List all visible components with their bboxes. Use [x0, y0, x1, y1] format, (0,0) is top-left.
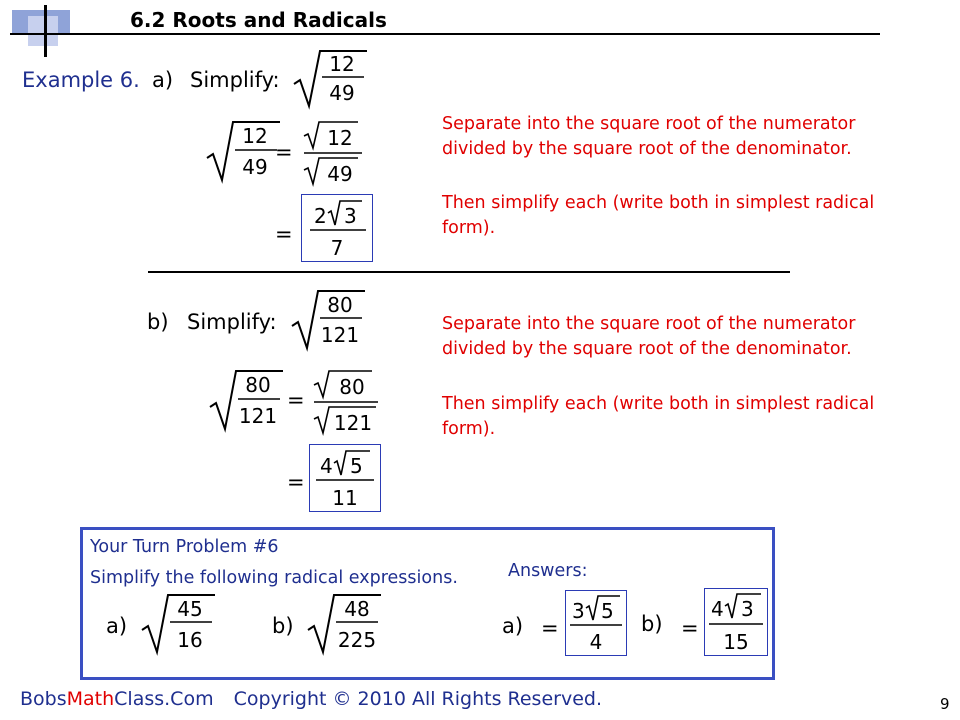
answer-a-equals: = [541, 616, 559, 640]
part-a-split-den: 49 [327, 162, 353, 186]
part-a-verb: Simplify: [190, 68, 280, 92]
your-turn-title: Your Turn Problem #6 [90, 537, 279, 557]
your-turn-b-den: 225 [337, 628, 377, 652]
part-a-radical [292, 48, 372, 110]
footer-copyright: Copyright © 2010 All Rights Reserved. [233, 688, 602, 710]
part-b-ans-den: 11 [332, 486, 358, 510]
your-turn-a-num: 45 [177, 597, 203, 621]
answer-b-equals: = [681, 616, 699, 640]
part-b-note-separate: Separate into the square root of the numerator divided by the square root of the denominator. [442, 314, 856, 359]
part-a-equals-1: = [275, 140, 293, 164]
part-a-step-den: 49 [242, 155, 268, 179]
part-a-equals-2: = [275, 222, 293, 246]
part-a-step-radical [205, 118, 285, 184]
your-turn-a-radical [140, 592, 220, 656]
part-b-answer-box [309, 444, 381, 512]
part-a-ans-den: 7 [330, 236, 344, 260]
part-b-equals-1: = [287, 388, 305, 412]
answer-b-label: b) [641, 612, 663, 636]
part-a-answer-box [301, 194, 373, 262]
part-b-step-num: 80 [245, 373, 271, 397]
your-turn-a-label: a) [106, 614, 128, 638]
part-b-ans-coef: 4 [320, 454, 333, 478]
your-turn-instruction: Simplify the following radical expressions. [90, 568, 458, 588]
part-a-step-num: 12 [242, 124, 268, 148]
your-turn-a-den: 16 [177, 628, 203, 652]
part-b-num: 80 [327, 293, 353, 317]
part-a-note-simplify: Then simplify each (write both in simplest radical form). [442, 193, 875, 238]
answer-b-den: 15 [723, 630, 749, 654]
example-heading: Example 6. [22, 68, 140, 92]
slide-title: 6.2 Roots and Radicals [130, 8, 387, 32]
part-a-num: 12 [329, 52, 355, 76]
part-b-note-simplify: Then simplify each (write both in simplest radical form). [442, 394, 875, 439]
part-b-ans-rad: 5 [350, 454, 363, 478]
part-b-split-fraction [310, 367, 390, 437]
your-turn-b-label: b) [272, 614, 294, 638]
part-a-label: a) [152, 68, 174, 92]
answer-b-box [704, 588, 768, 656]
your-turn-b-num: 48 [344, 597, 370, 621]
part-b-step-den: 121 [238, 404, 278, 428]
part-b-verb: Simplify: [187, 310, 277, 334]
page-number: 9 [940, 695, 950, 713]
part-a-split-num: 12 [327, 126, 353, 150]
answer-b-rad: 3 [741, 597, 754, 621]
answers-label: Answers: [508, 561, 588, 581]
part-b-den: 121 [320, 323, 360, 347]
part-b-step-radical [208, 367, 288, 433]
header-logo-icon [0, 0, 90, 60]
part-a-ans-rad: 3 [344, 204, 357, 228]
footer-site-bobs: Bobs [20, 688, 67, 710]
answer-a-coef: 3 [572, 599, 585, 623]
part-a-split-fraction [300, 118, 370, 188]
answer-b-coef: 4 [711, 597, 724, 621]
footer [20, 688, 602, 710]
answer-a-label: a) [502, 614, 524, 638]
your-turn-b-radical [306, 592, 386, 656]
header-rule [10, 33, 880, 35]
part-a-den: 49 [329, 81, 355, 105]
part-b-equals-2: = [287, 470, 305, 494]
section-divider [148, 271, 790, 273]
answer-a-rad: 5 [601, 599, 614, 623]
answer-a-den: 4 [589, 630, 603, 654]
answer-a-fraction [566, 591, 626, 655]
part-b-split-den: 121 [333, 411, 373, 435]
part-b-radical [290, 288, 370, 352]
part-b-label: b) [147, 310, 169, 334]
answer-a-box [565, 590, 627, 656]
footer-site-math: Math [66, 688, 115, 710]
answer-b-fraction [705, 589, 767, 655]
part-b-split-num: 80 [339, 375, 365, 399]
part-a-answer [302, 195, 372, 261]
part-a-ans-coef: 2 [314, 204, 327, 228]
footer-site-class: Class.Com [114, 688, 214, 710]
part-a-note-separate: Separate into the square root of the numerator divided by the square root of the denominator. [442, 114, 856, 159]
part-b-answer [310, 445, 380, 511]
